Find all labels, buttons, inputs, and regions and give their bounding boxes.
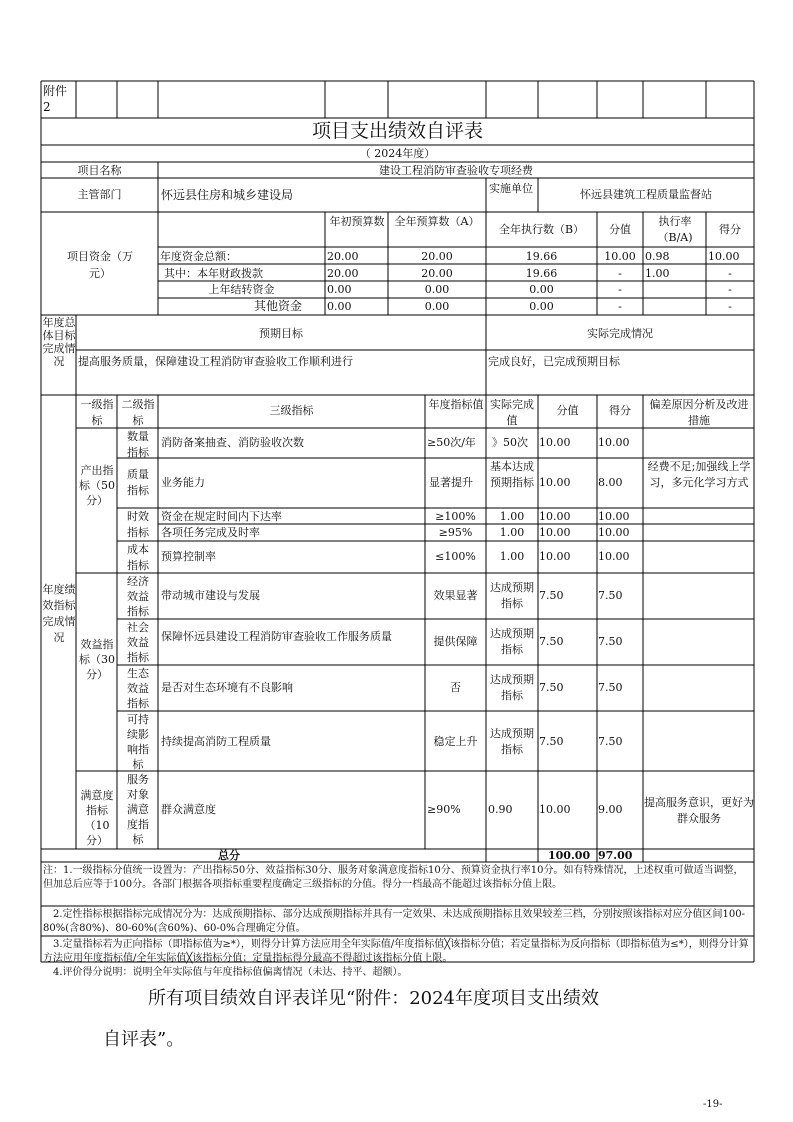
indicator-l2: 社会效益指标 — [127, 621, 149, 664]
funds-row-annual: 0.00 — [424, 283, 450, 296]
funds-row-annual: 0.00 — [424, 300, 450, 313]
project-name-value: 建设工程消防审查验收专项经费 — [379, 164, 533, 177]
indicator-target: 显著提升 — [429, 476, 473, 489]
indicator-got: 7.50 — [598, 735, 623, 748]
indicator-l3: 是否对生态环境有不良影响 — [161, 681, 293, 694]
funds-label: 项目资金（万元） — [67, 250, 133, 280]
funds-header-annual: 全年预算数（A） — [394, 215, 480, 228]
indicator-score: 7.50 — [539, 735, 564, 748]
indicator-l3: 预算控制率 — [161, 550, 216, 563]
indicators-header-got: 得分 — [609, 404, 631, 417]
funds-row-exec: 0.00 — [529, 283, 554, 296]
funds-row-got: 10.00 — [708, 250, 740, 263]
indicator-target: 稳定上升 — [433, 735, 478, 748]
indicator-target: ≥90% — [427, 803, 461, 816]
note-3: 3.定量指标若为正向指标（即指标值为≥*），则得分计算方法应用全年实际值/年度指标值╳该指标分值；若定量指标为反向指标（即指标值为≤*），则得分计算方法应用年度指标值/全年实际值╳该指标分值；定量指标得分最高不得超过该指标分值上限。 — [43, 939, 749, 964]
indicator-reason: 提高服务意识，更好为群众服务 — [644, 796, 754, 825]
indicator-actual: 达成预期指标 — [490, 581, 534, 610]
group-output: 产出指标（50分） — [79, 464, 115, 507]
funds-header-got: 得分 — [719, 223, 741, 236]
table-title: 项目支出绩效自评表 — [311, 120, 483, 142]
indicator-got: 10.00 — [598, 436, 630, 449]
indicator-l2: 成本指标 — [127, 543, 149, 572]
funds-row-got: - — [728, 267, 732, 280]
indicators-header-reason: 偏差原因分析及改进措施 — [649, 398, 749, 427]
indicator-l3: 各项任务完成及时率 — [161, 526, 260, 539]
funds-row-annual: 20.00 — [421, 250, 453, 263]
funds-row-initial: 0.00 — [327, 283, 352, 296]
indicator-actual: 0.90 — [488, 803, 513, 816]
indicator-got: 7.50 — [598, 589, 623, 602]
indicator-score: 7.50 — [539, 681, 564, 694]
indicators-section-label: 年度绩效指标完成情况 — [42, 583, 76, 644]
goals-expected: 提高服务质量，保障建设工程消防审查验收工作顺利进行 — [78, 355, 353, 368]
funds-header-rate: 执行率（B/A) — [657, 215, 693, 244]
indicator-got: 10.00 — [598, 510, 630, 523]
indicator-got: 10.00 — [598, 526, 630, 539]
attachment-label: 附件 — [43, 84, 68, 98]
funds-row-rate: 1.00 — [645, 267, 670, 280]
indicator-got: 7.50 — [598, 635, 623, 648]
indicator-l2: 质量指标 — [127, 468, 149, 497]
group-satisfaction: 满意度指标（10分） — [80, 789, 114, 847]
indicator-target: 提供保障 — [433, 635, 478, 648]
body-text-line2: 自评表”。 — [103, 1029, 185, 1050]
indicators-header-score: 分值 — [556, 404, 579, 417]
funds-header-initial: 年初预算数 — [329, 215, 385, 228]
goals-expected-header: 预期目标 — [259, 327, 303, 340]
indicator-l3: 消防备案抽查、消防验收次数 — [161, 436, 304, 449]
project-name-label: 项目名称 — [77, 164, 122, 177]
indicators-header-l1: 一级指标 — [80, 398, 114, 427]
indicator-score: 7.50 — [539, 635, 564, 648]
total-got: 97.00 — [598, 849, 633, 862]
funds-row-name: 上年结转资金 — [208, 283, 275, 296]
indicator-l2: 时效指标 — [127, 510, 149, 539]
indicator-score: 7.50 — [539, 589, 564, 602]
indicator-actual: 基本达成预期指标 — [490, 460, 534, 489]
funds-row-name: 其他资金 — [254, 299, 303, 313]
indicator-got: 9.00 — [598, 803, 623, 816]
indicator-got: 10.00 — [598, 550, 630, 563]
funds-row-exec: 19.66 — [525, 250, 558, 263]
table-year: （ 2024年度） — [359, 147, 436, 160]
indicator-target: ≥100% — [435, 510, 476, 523]
body-text-line1: 所有项目绩效自评表详见“附件：2024年度项目支出绩效 — [148, 988, 600, 1009]
page-number: -19- — [703, 1099, 723, 1110]
funds-row-got: - — [728, 300, 732, 313]
indicator-got: 8.00 — [598, 476, 623, 489]
funds-row-initial: 20.00 — [327, 267, 359, 280]
goals-actual-header: 实际完成情况 — [587, 327, 653, 340]
funds-row-score: - — [618, 283, 622, 296]
indicators-header-actual: 实际完成值 — [490, 398, 534, 427]
funds-row-initial: 0.00 — [327, 300, 352, 313]
funds-row-exec: 19.66 — [525, 267, 558, 280]
indicator-actual: 1.00 — [499, 550, 525, 563]
goals-actual: 完成良好，已完成预期目标 — [488, 355, 620, 368]
indicator-l3: 业务能力 — [161, 476, 205, 489]
note-2: 2.定性指标根据指标完成情况分为：达成预期指标、部分达成预期指标并具有一定效果、未达成预期指标且效果较差三档，分别按照该指标对应分值区间100-80%(含80%)、80-60%(含60%)、60-0%合理确定分值。 — [43, 909, 746, 934]
indicator-actual: 达成预期指标 — [490, 627, 534, 656]
indicator-score: 10.00 — [539, 550, 571, 563]
dept-label: 主管部门 — [77, 188, 122, 201]
indicators-header-l3: 三级指标 — [269, 404, 314, 417]
funds-row-score: 10.00 — [604, 250, 636, 263]
group-benefit: 效益指标（30分） — [79, 638, 115, 681]
total-label: 总分 — [218, 849, 240, 862]
indicator-score: 10.00 — [539, 510, 571, 523]
attachment-number: 2 — [43, 100, 51, 114]
indicator-l2: 经济效益指标 — [127, 575, 149, 618]
funds-row-rate: 0.98 — [645, 250, 670, 263]
funds-row-score: - — [618, 300, 622, 313]
indicator-actual: 》50次 — [492, 436, 528, 449]
funds-row-annual: 20.00 — [421, 267, 453, 280]
note-1: 注：1.一级指标分值统一设置为：产出指标50分、效益指标30分、服务对象满意度指标10分、预算资金执行率10分。如有特殊情况，上述权重可做适当调整，但加总后应等于100分。各部门根据各项指标重要程度确定三级指标的分值。得分一档最高不能超过该指标分值上限。 — [43, 865, 744, 890]
indicator-l2: 可持续影响指标 — [127, 713, 149, 771]
funds-row-name: 其中：本年财政拨款 — [164, 267, 263, 280]
indicator-score: 10.00 — [539, 476, 571, 489]
funds-header-exec: 全年执行数（B） — [498, 223, 585, 236]
funds-row-score: - — [618, 267, 622, 280]
indicator-l3: 持续提高消防工程质量 — [161, 735, 271, 748]
indicator-l3: 带动城市建设与发展 — [161, 589, 260, 602]
indicator-target: ≥50次/年 — [427, 436, 476, 449]
indicator-score: 10.00 — [539, 803, 571, 816]
funds-row-name: 年度资金总额： — [160, 250, 237, 263]
indicator-actual: 1.00 — [499, 510, 525, 523]
indicator-score: 10.00 — [539, 436, 571, 449]
indicators-header-l2: 二级指标 — [121, 398, 155, 427]
indicator-reason: 经费不足;加强线上学习，多元化学习方式 — [647, 460, 751, 489]
impl-unit-value: 怀远县建筑工程质量监督站 — [580, 188, 712, 201]
total-score: 100.00 — [548, 849, 591, 862]
funds-header-score: 分值 — [609, 223, 631, 236]
indicator-target: 效果显著 — [433, 589, 478, 602]
indicator-l2: 服务对象满意度指标 — [127, 773, 149, 846]
indicator-target: 否 — [450, 681, 461, 694]
goals-label: 年度总体目标完成情况 — [42, 316, 76, 368]
impl-unit-label: 实施单位 — [489, 182, 533, 195]
indicator-l2: 数量指标 — [127, 430, 149, 459]
indicator-l3: 群众满意度 — [161, 803, 216, 816]
funds-row-exec: 0.00 — [529, 300, 554, 313]
indicator-target: ≤100% — [435, 550, 476, 563]
funds-row-initial: 20.00 — [327, 250, 359, 263]
indicators-header-target: 年度指标值 — [428, 398, 484, 411]
note-4: 4.评价得分说明：说明全年实际值与年度指标值偏离情况（未达、持平、超额）。 — [53, 967, 408, 978]
funds-row-got: - — [728, 283, 732, 296]
dept-value: 怀远县住房和城乡建设局 — [161, 188, 294, 202]
indicator-score: 10.00 — [539, 526, 571, 539]
indicator-got: 7.50 — [598, 681, 623, 694]
indicator-l3: 资金在规定时间内下达率 — [161, 510, 282, 523]
indicator-actual: 达成预期指标 — [490, 673, 534, 702]
indicator-actual: 1.00 — [499, 526, 525, 539]
indicator-l3: 保障怀远县建设工程消防审查验收工作服务质量 — [161, 630, 392, 643]
indicator-target: ≥95% — [438, 526, 473, 539]
indicator-actual: 达成预期指标 — [490, 727, 534, 756]
indicator-l2: 生态效益指标 — [127, 667, 149, 710]
